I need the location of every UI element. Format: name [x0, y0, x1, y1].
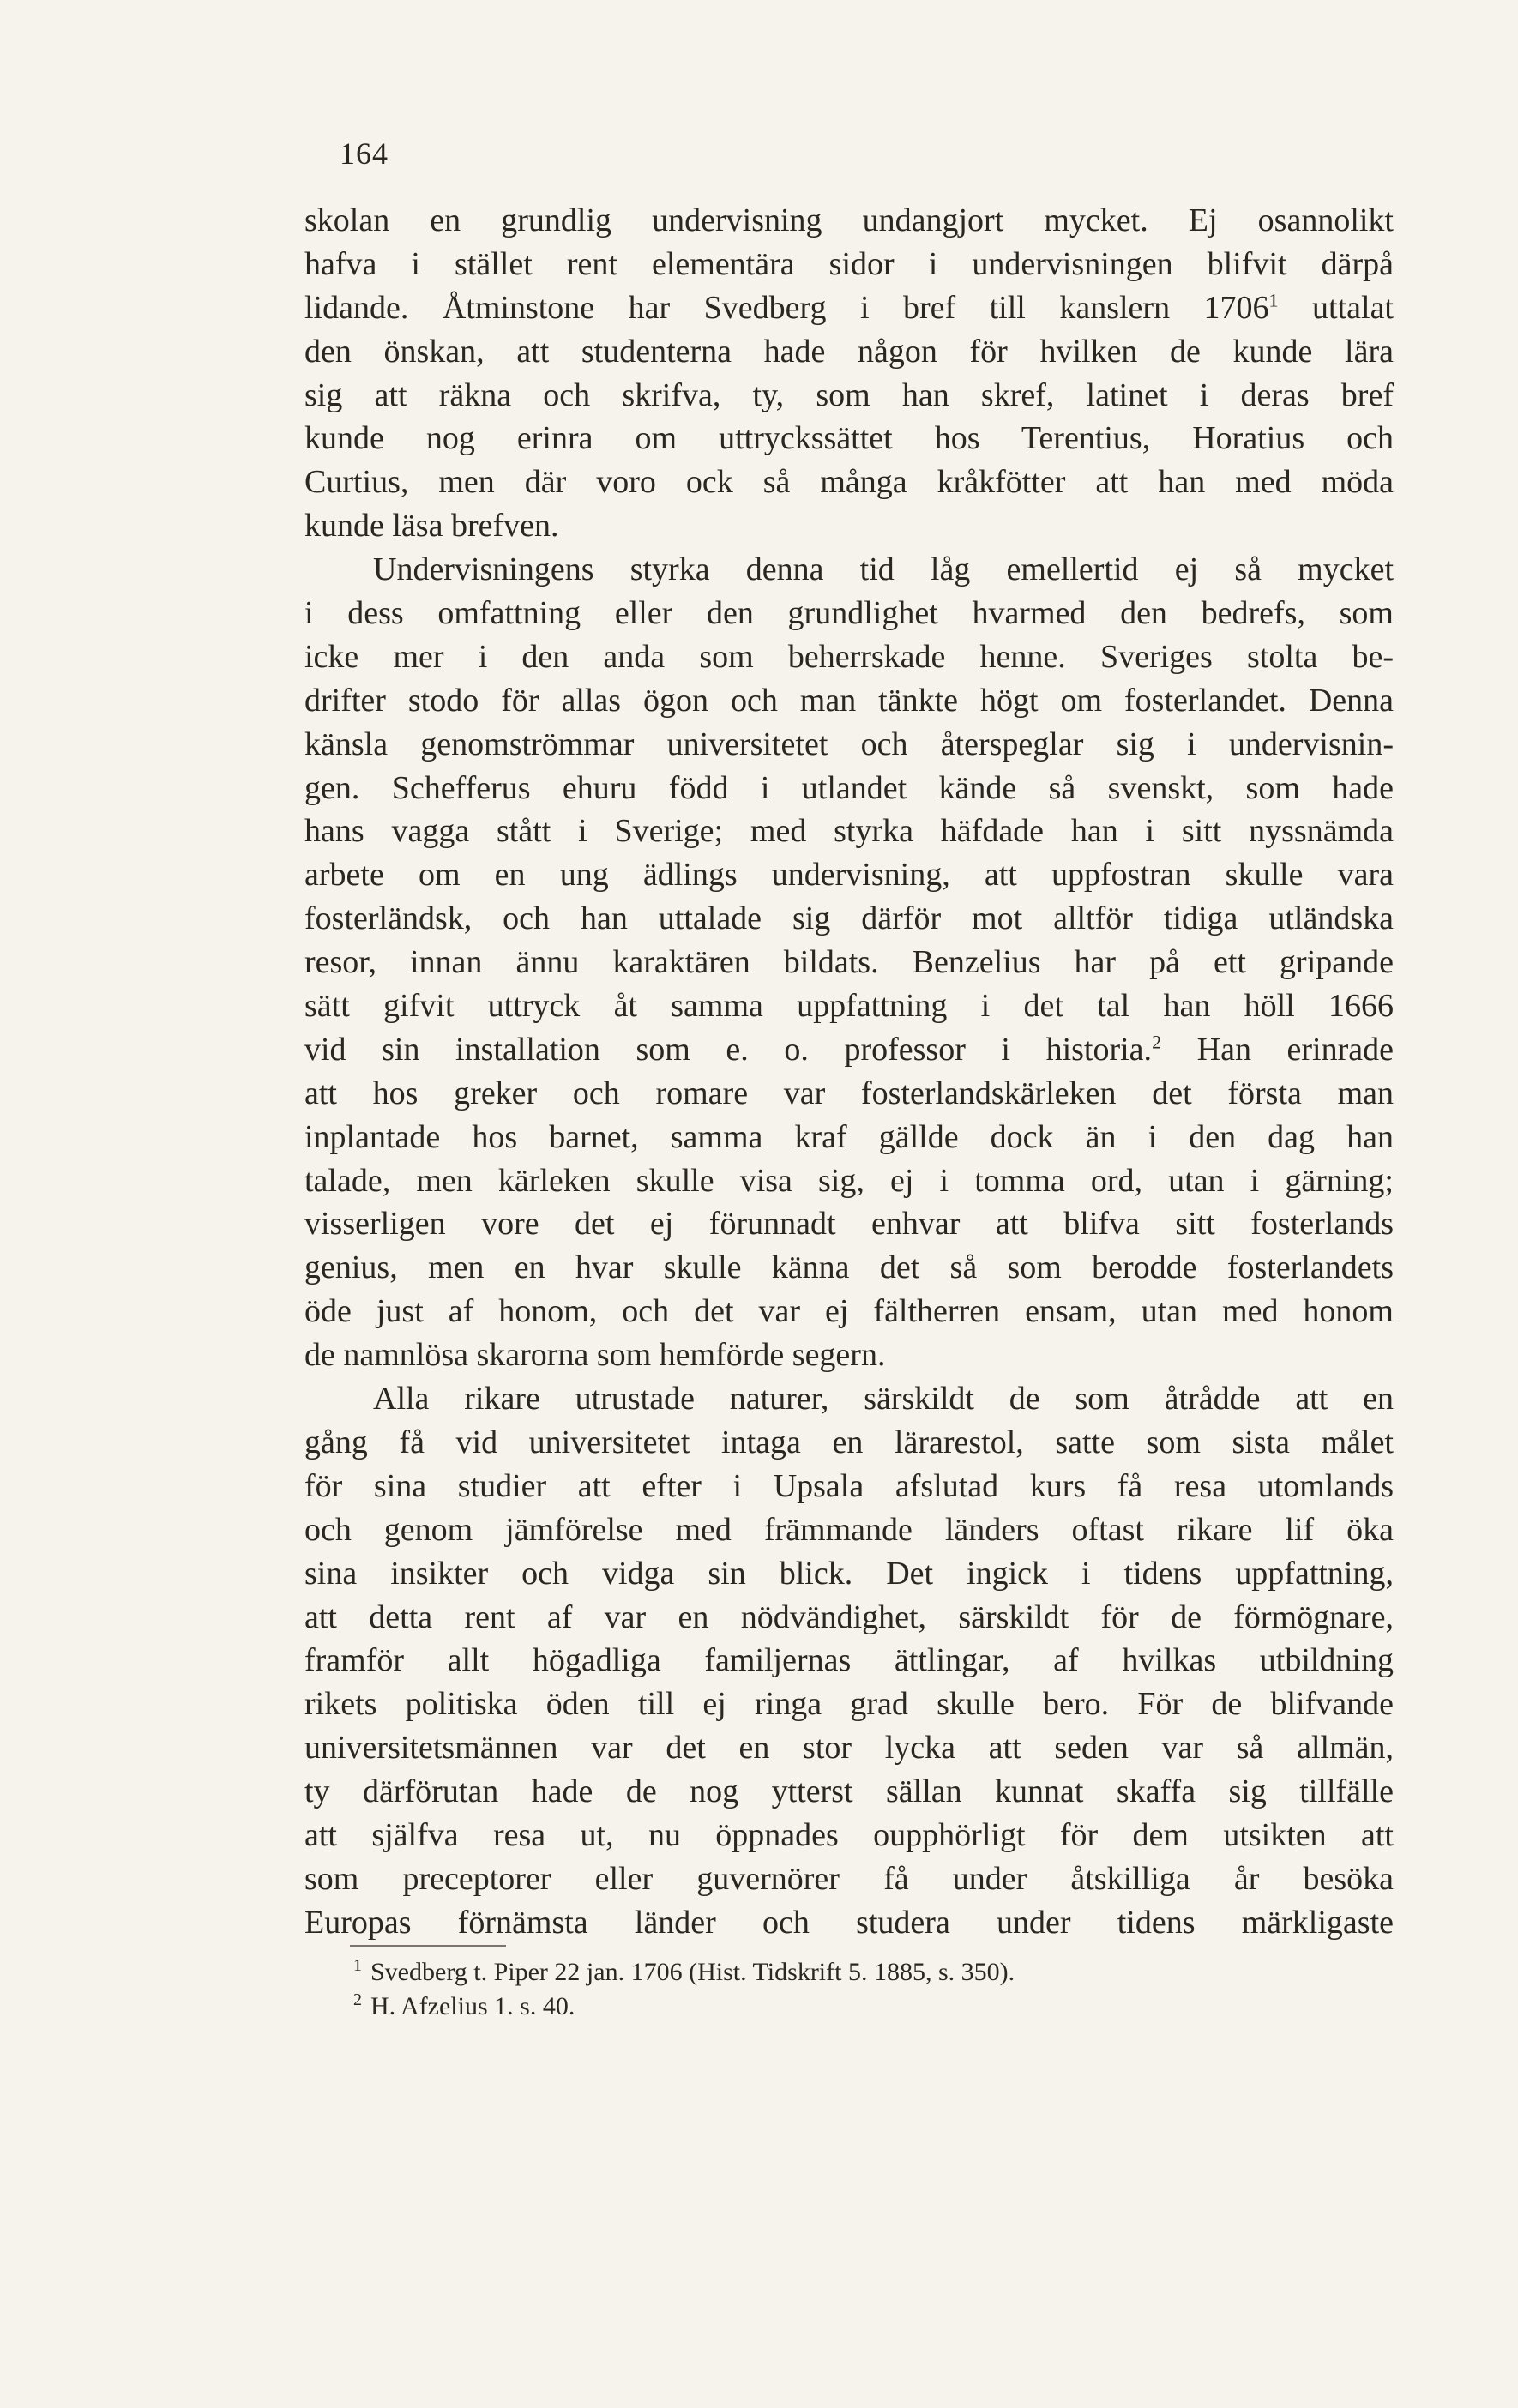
- line-text: öde just af honom, och det var ej fältherren ensam, utan med honom: [304, 1293, 1394, 1330]
- text-line: [304, 1683, 1394, 1726]
- text-line: [304, 1552, 1394, 1596]
- text-line: [304, 417, 1394, 461]
- text-line: [304, 810, 1394, 853]
- text-line: [304, 1596, 1394, 1640]
- line-text: Curtius, men där voro ock så många kråkfötter att han med möda: [304, 464, 1394, 501]
- text-line: [304, 1857, 1394, 1901]
- text-line: [304, 984, 1394, 1028]
- footnote: [353, 1990, 1297, 2024]
- line-text: gen. Schefferus ehuru född i utlandet kände så svenskt, som hade: [304, 769, 1394, 806]
- line-text: framför allt högadliga familjernas ättlingar, af hvilkas utbildning: [304, 1642, 1394, 1679]
- text-line: [304, 1246, 1394, 1290]
- line-text: att själfva resa ut, nu öppnades oupphörligt för dem utsikten att: [304, 1816, 1394, 1853]
- text-line: [304, 1726, 1394, 1770]
- line-text: inplantade hos barnet, samma kraf gällde dock än i den dag han: [304, 1118, 1394, 1155]
- footnote-text: Svedberg t. Piper 22 jan. 1706 (Hist. Tidskrift 5. 1885, s. 350).: [370, 1958, 1015, 1986]
- text-line: [304, 592, 1394, 635]
- line-text: känsla genomströmmar universitetet och återspeglar sig i undervisnin-: [304, 725, 1394, 762]
- line-text: fosterländsk, och han uttalade sig därför mot alltför tidiga utländska: [304, 900, 1394, 937]
- line-text: att detta rent af var en nödvändighet, särskildt för de förmögnare,: [304, 1598, 1394, 1635]
- footnotes: [353, 1955, 1297, 2024]
- text-line: [304, 1901, 1394, 1945]
- text-line: [304, 461, 1394, 504]
- page-number: 164: [340, 136, 389, 171]
- text-line: [304, 1770, 1394, 1814]
- line-text: den önskan, att studenterna hade någon för hvilken de kunde lära: [304, 333, 1394, 370]
- line-text: sig att räkna och skrifva, ty, som han skref, latinet i deras bref: [304, 376, 1394, 413]
- line-text: hafva i stället rent elementära sidor i undervisningen blifvit därpå: [304, 245, 1394, 282]
- text-line: [304, 1072, 1394, 1116]
- line-text: för sina studier att efter i Upsala afslutad kurs få resa utomlands: [304, 1467, 1394, 1504]
- text-line: [304, 1508, 1394, 1552]
- line-text: kunde läsa brefven.: [304, 508, 559, 545]
- line-text: drifter stodo för allas ögon och man tänkte högt om fosterlandet. Denna: [304, 682, 1394, 719]
- line-text: lidande. Åtminstone har Svedberg i bref till kanslern 1706: [304, 289, 1269, 326]
- line-text: gång få vid universitetet intaga en lärarestol, satte som sista målet: [304, 1424, 1394, 1460]
- line-text: Undervisningens styrka denna tid låg emellertid ej så mycket: [373, 551, 1394, 588]
- text-line: [304, 286, 1394, 330]
- text-line: [304, 1159, 1394, 1203]
- text-line: [304, 1814, 1394, 1857]
- text-line: [304, 1202, 1394, 1246]
- text-line: [304, 1377, 1394, 1421]
- text-line: [304, 767, 1394, 810]
- line-text: som preceptorer eller guvernörer få under åtskilliga år besöka: [304, 1860, 1394, 1897]
- text-line: [304, 504, 1394, 548]
- text-line: [304, 1421, 1394, 1465]
- line-text: sina insikter och vidga sin blick. Det ingick i tidens uppfattning,: [304, 1555, 1394, 1592]
- text-line: [304, 941, 1394, 984]
- line-text: de namnlösa skarorna som hemförde segern.: [304, 1337, 886, 1374]
- text-line: [304, 1028, 1394, 1072]
- body-text: [304, 199, 1394, 1945]
- footnote: [353, 1955, 1297, 1990]
- line-text-continuation: uttalat: [1278, 289, 1394, 326]
- line-text: universitetsmännen var det en stor lycka att seden var så allmän,: [304, 1730, 1394, 1767]
- line-text: sätt gifvit uttryck åt samma uppfattning i det tal han höll 1666: [304, 988, 1394, 1025]
- text-line: [304, 1116, 1394, 1159]
- text-line: [304, 199, 1394, 243]
- text-line: [304, 1465, 1394, 1508]
- line-text: icke mer i den anda som beherrskade henne. Sveriges stolta be-: [304, 638, 1394, 675]
- line-text: hans vagga stått i Sverige; med styrka häfdade han i sitt nyssnämda: [304, 813, 1394, 850]
- line-text: vid sin installation som e. o. professor i historia.: [304, 1031, 1153, 1068]
- footnote-divider: [350, 1945, 506, 1947]
- text-line: [304, 243, 1394, 286]
- line-text: skolan en grundlig undervisning undangjort mycket. Ej osannolikt: [304, 202, 1394, 238]
- footnote-mark: 1: [353, 1956, 362, 1975]
- text-line: [304, 635, 1394, 679]
- line-text: ty därförutan hade de nog ytterst sällan kunnat skaffa sig tillfälle: [304, 1773, 1394, 1810]
- footnote-text: H. Afzelius 1. s. 40.: [370, 1992, 575, 2020]
- text-line: [304, 548, 1394, 592]
- footnote-mark: 2: [353, 1990, 362, 2009]
- line-text: resor, innan ännu karaktären bildats. Benzelius har på ett gripande: [304, 944, 1394, 981]
- text-line: [304, 853, 1394, 897]
- line-text: visserligen vore det ej förunnadt enhvar att blifva sitt fosterlands: [304, 1206, 1394, 1243]
- line-text: genius, men en hvar skulle känna det så som berodde fosterlandets: [304, 1249, 1394, 1286]
- text-line: [304, 679, 1394, 723]
- text-line: [304, 723, 1394, 767]
- line-text: att hos greker och romare var fosterlandskärleken det första man: [304, 1075, 1394, 1111]
- line-text-continuation: Han erinrade: [1161, 1031, 1394, 1068]
- line-text: i dess omfattning eller den grundlighet hvarmed den bedrefs, som: [304, 595, 1394, 632]
- text-line: [304, 1639, 1394, 1683]
- text-line: [304, 374, 1394, 418]
- text-line: [304, 1333, 1394, 1377]
- text-line: [304, 897, 1394, 941]
- line-text: rikets politiska öden till ej ringa grad skulle bero. För de blifvande: [304, 1686, 1394, 1723]
- line-text: talade, men kärleken skulle visa sig, ej i tomma ord, utan i gärning;: [304, 1162, 1394, 1199]
- line-text: kunde nog erinra om uttryckssättet hos Terentius, Horatius och: [304, 420, 1394, 457]
- footnote-reference: 1: [1268, 289, 1279, 311]
- text-line: [304, 1290, 1394, 1333]
- text-line: [304, 330, 1394, 374]
- line-text: arbete om en ung ädlings undervisning, att uppfostran skulle vara: [304, 857, 1394, 894]
- footnote-reference: 2: [1152, 1031, 1162, 1053]
- line-text: och genom jämförelse med främmande länders oftast rikare lif öka: [304, 1511, 1394, 1548]
- line-text: Alla rikare utrustade naturer, särskildt de som åtrådde att en: [373, 1381, 1394, 1418]
- line-text: Europas förnämsta länder och studera under tidens märkligaste: [304, 1904, 1394, 1941]
